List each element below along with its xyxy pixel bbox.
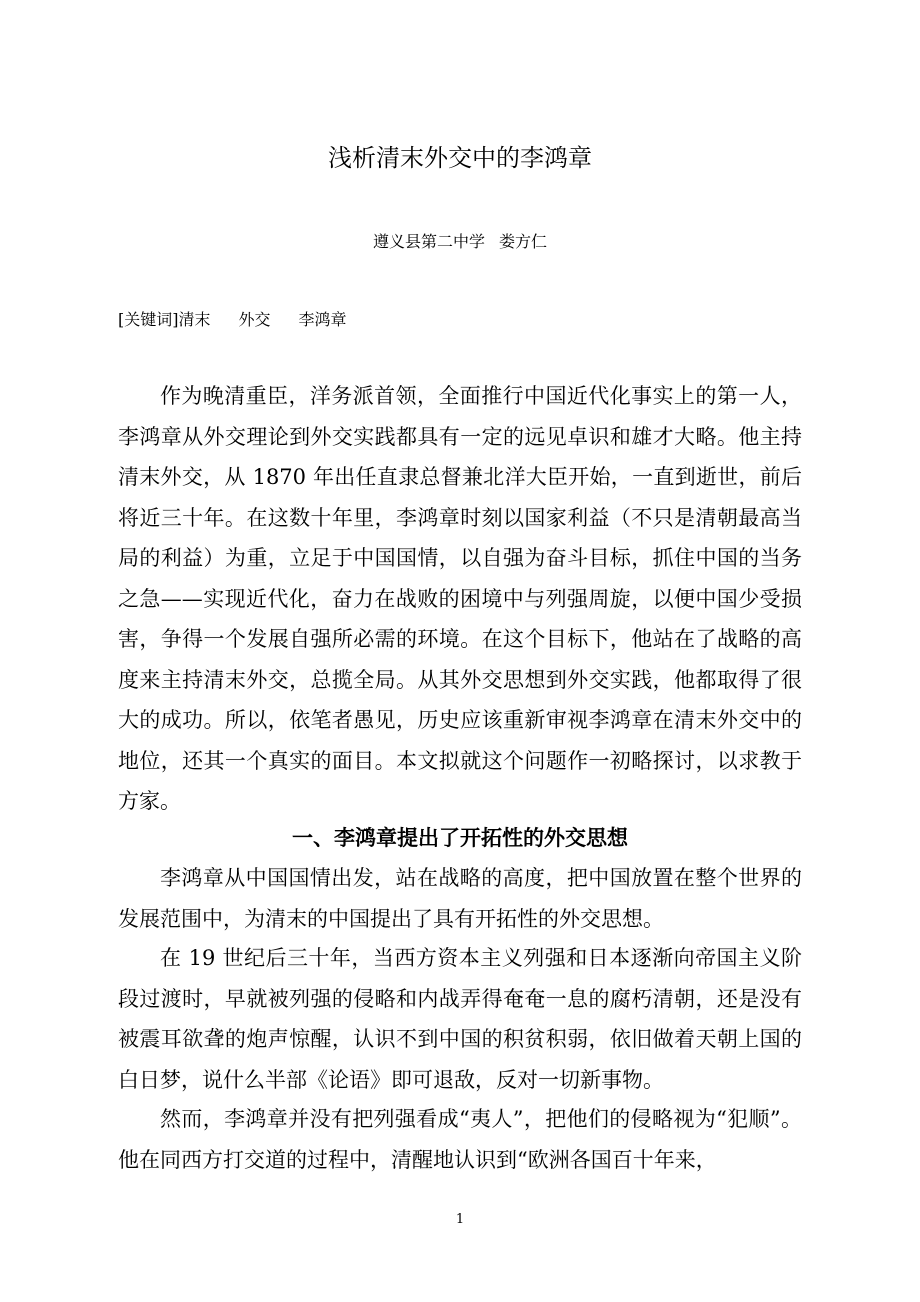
- intro-paragraph: 作为晚清重臣，洋务派首领，全面推行中国近代化事实上的第一人，李鸿章从外交理论到外交实践都具有一定的远见卓识和雄才大略。他主持清末外交，从 1870 年出任直隶总督兼北洋大臣开始，一直到逝世，前后将近三十年。在这数十年里，李鸿章时刻以国家利益（不只是清朝最高当局的利益）为重，立足于中国国情，以自强为奋斗目标，抓住中国的当务之急——实现近代化，奋力在战败的困境中与列强周旋，以便中国少受损害，争得一个发展自强所必需的环境。在这个目标下，他站在了战略的高度来主持清末外交，总揽全局。从其外交思想到外交实践，他都取得了很大的成功。所以，依笔者愚见，历史应该重新审视李鸿章在清末外交中的地位，还其一个真实的面目。本文拟就这个问题作一初略探讨，以求教于方家。: [118, 384, 802, 813]
- keywords-label: [关键词]: [118, 310, 179, 329]
- keyword-item: 清末: [178, 310, 211, 329]
- body-paragraph: 然而，李鸿章并没有把列强看成“夷人”，把他们的侵略视为“犯顺”。他在同西方打交道的过程中，清醒地认识到“欧洲各国百十年来，: [118, 1107, 802, 1172]
- keywords-line: [118, 307, 347, 330]
- keyword-item: 外交: [238, 310, 271, 329]
- author-school: 遵义县第二中学: [372, 232, 485, 251]
- author-line: [0, 229, 920, 252]
- keyword-item: 李鸿章: [298, 310, 347, 329]
- page-number: 1: [455, 1212, 465, 1227]
- body-paragraph: 在 19 世纪后三十年，当西方资本主义列强和日本逐渐向帝国主义阶段过渡时，早就被列强的侵略和内战弄得奄奄一息的腐朽清朝，还是没有被震耳欲聋的炮声惊醒，认识不到中国的积贫积弱，依旧做着天朝上国的白日梦，说什么半部《论语》即可退敌，反对一切新事物。: [118, 946, 802, 1092]
- author-name: 娄方仁: [499, 232, 548, 251]
- body-paragraph: 李鸿章从中国国情出发，站在战略的高度，把中国放置在整个世界的发展范围中，为清末的中国提出了具有开拓性的外交思想。: [118, 866, 802, 931]
- section-heading: 一、李鸿章提出了开拓性的外交思想: [292, 826, 628, 850]
- document-title: 浅析清末外交中的李鸿章: [328, 144, 592, 172]
